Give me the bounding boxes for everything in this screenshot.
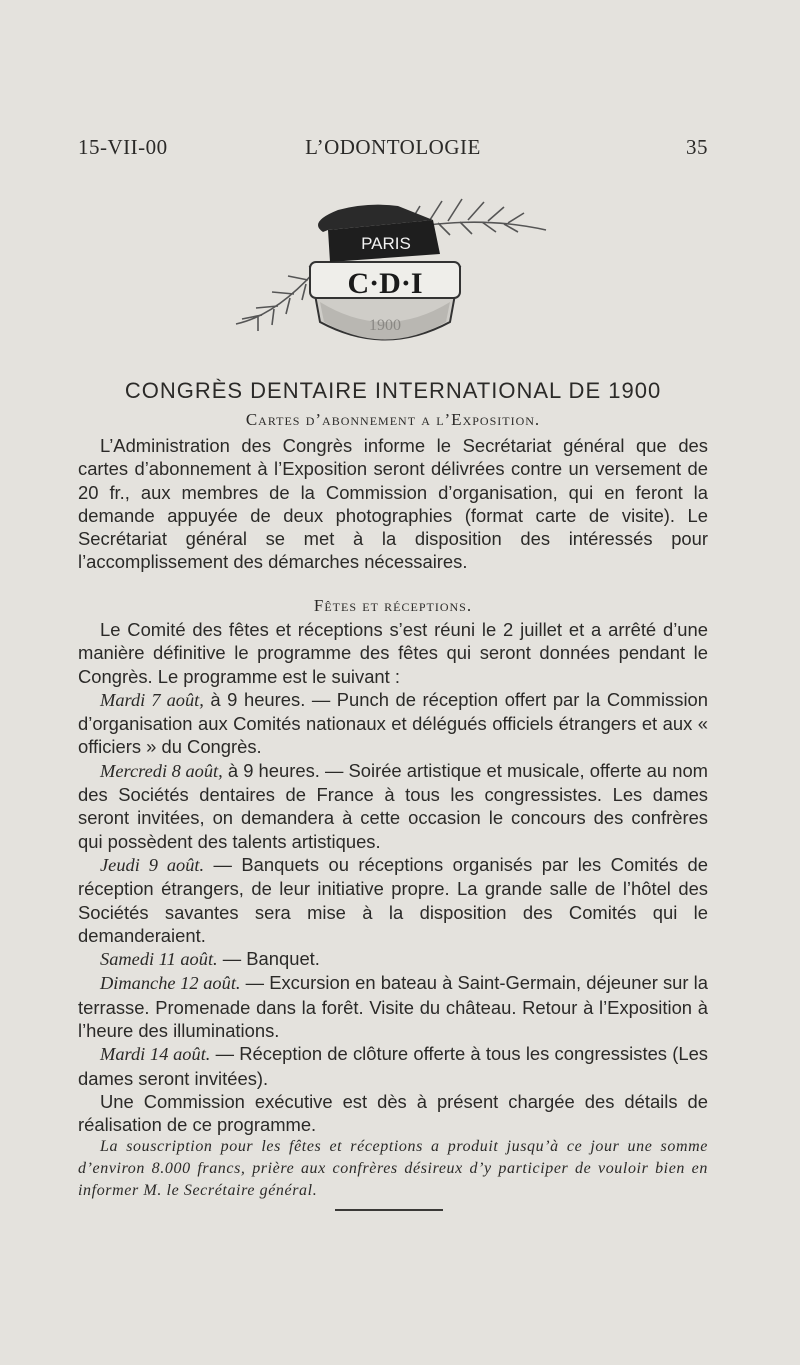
running-header [78, 135, 708, 163]
paragraph-intro: Le Comité des fêtes et réceptions s’est réuni le 2 juillet et a arrêté d’une manière définitive le programme des fêtes qui seront données pendant le Congrès. Le programme est le suivant : [78, 619, 708, 687]
program-item [78, 853, 708, 947]
program-date: Jeudi 9 août. [100, 854, 205, 875]
monogram-text: C·D·I [347, 267, 423, 300]
program-text: — Banquet. [217, 948, 320, 970]
program-text: à 9 heures. — Punch de réception offert par la Commission d’organisation aux Comités nationaux et délégués officiels étrangers et aux « officiers » du Congrès. [78, 688, 708, 758]
paragraph-cards: L’Administration des Congrès informe le Secrétariat général que des cartes d’abonnement à l’Exposition seront délivrées contre un versement de 20 fr., aux membres de la Commission d’organisation, qui en feront la demande appuyée de deux photographies (format carte de visite). Le Secrétariat général se met à la disposition des intéressés pour l’accomplissement des démarches nécessaires. [78, 435, 708, 573]
subscription-note: La souscription pour les fêtes et réceptions a produit jusqu’à ce jour une somme d’environ 8.000 francs, prière aux confrères désireux d’y participer de vouloir bien en informer M. le Secrétaire général. [78, 1138, 708, 1199]
page-number: 35 [686, 135, 708, 159]
header-date: 15-VII-00 [78, 135, 168, 159]
congress-emblem [228, 192, 558, 362]
article-title: CONGRÈS DENTAIRE INTERNATIONAL DE 1900 [124, 378, 662, 403]
program-date: Samedi 11 août. [100, 949, 218, 970]
program-date: Mardi 14 août. [100, 1044, 211, 1065]
paragraph-closing: Une Commission exécutive est dès à présent chargée des détails de réalisation de ce programme. [78, 1090, 708, 1136]
program-text: — Réception de clôture offerte à tous les congressistes (Les dames seront invitées). [78, 1043, 708, 1089]
section-cards-body [78, 434, 708, 574]
program-item [78, 688, 708, 759]
program-text: à 9 heures. — Soirée artistique et musicale, offerte au nom des Sociétés dentaires de France à tous les congressistes. Les dames seront invitées, on demandera à cette occasion le concours des confrères qui possèdent des talents artistiques. [78, 759, 708, 852]
section-heading-fetes: Fêtes et réceptions. [313, 596, 473, 615]
program-item [78, 759, 708, 853]
program-date: Mardi 7 août, [100, 689, 204, 710]
program-item [78, 947, 708, 971]
section-heading-cards: Cartes d’abonnement a l’Exposition. [245, 410, 541, 429]
program-date: Mercredi 8 août, [100, 760, 223, 781]
program-text: — Excursion en bateau à Saint-Germain, déjeuner sur la terrasse. Promenade dans la forêt. Visite du château. Retour à l’Exposition à l’heure des illuminations. [78, 972, 708, 1042]
header-journal-title: L’ODONTOLOGIE [305, 135, 481, 159]
program-text: — Banquets ou réceptions organisés par les Comités de réception étrangers, de leur initiative propre. La grande salle de l’hôtel des Sociétés savantes sera mise à la disposition des Comités qui le demanderaient. [78, 853, 708, 946]
program-item [78, 971, 708, 1042]
emblem-year: 1900 [369, 317, 401, 334]
section-fetes-body [78, 618, 708, 1137]
program-date: Dimanche 12 août. [100, 973, 241, 994]
banner-text: PARIS [361, 234, 411, 253]
closing-rule [335, 1209, 443, 1211]
program-item [78, 1042, 708, 1090]
